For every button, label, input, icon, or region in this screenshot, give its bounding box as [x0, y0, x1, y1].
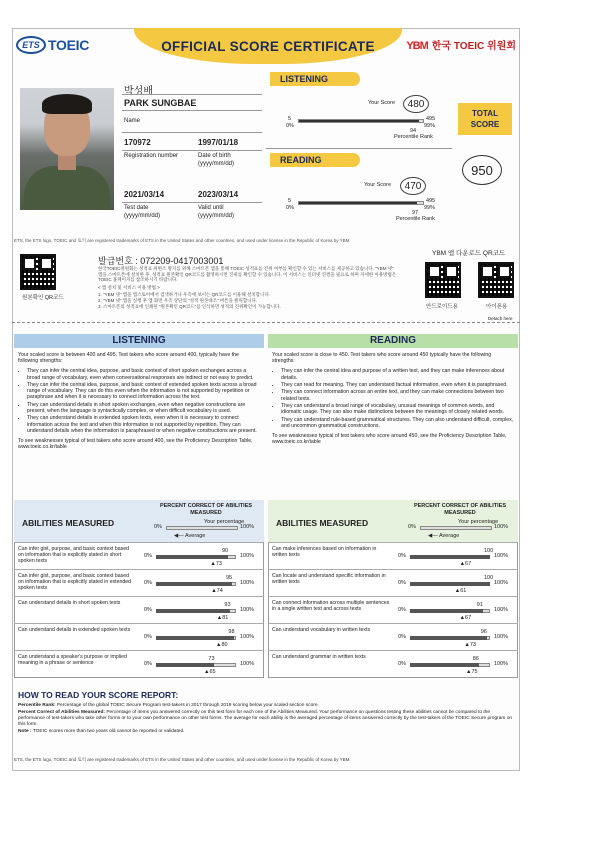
reading-legend-bar [420, 526, 492, 530]
reading-ability-text: Can locate and understand specific information in written texts [272, 573, 386, 586]
reading-ability-text: Can understand vocabulary in written texts [272, 627, 371, 633]
reading-row-zero: 0% [398, 553, 406, 559]
reading-pct-fill [410, 582, 490, 586]
listening-row-hundred: 100% [240, 607, 255, 613]
reading-strength: • They can understand rule-based grammatical structures. They can also understand difficult, complex, and uncommon grammatical constructions. [281, 417, 514, 429]
reading-your-score-label: Your Score [364, 182, 392, 188]
footer-trademark: ETS, the ETS logo, TOEIC and 토익 are registered trademarks of ETS in the United States and other countries, and used under license in the Republic of Korea by YBM. [14, 757, 351, 762]
reading-pct-value: 100 [484, 548, 494, 554]
verification-notice: 한국TOEIC위원회는 성적표 위변조 방지를 위해 스마트폰 앱을 통해 TOEIC 성적표를 진위 여부를 확인할 수 있는 서비스를 제공하고 있습니다. "YBM 넷" 앱을 스마트폰에 설치한 후, 성적표 원본확인 QR코드를 촬영하시면 진위를 확인할 수 있습니다. 이 서비스는 인터넷 연결을 필요로 하며 자세한 이용방법은 TOEIC 홈페이지를 참조하시기 바랍니다. [98, 266, 397, 282]
note-text: TOEIC scores more than two years old cannot be reported or validated. [32, 729, 185, 734]
date-of-birth: 1997/01/18 [198, 138, 239, 147]
percentile-explanation [18, 703, 518, 709]
reading-pct-value: 100 [484, 575, 494, 581]
listening-row-hundred: 100% [240, 634, 255, 640]
listening-pct-heading: PERCENT CORRECT OF ABILITIES MEASURED [159, 503, 253, 516]
listening-strength: • They can understand details in extended spoken texts, even when it is necessary to connect information across the text and when this information is not supported by repetition. They can understand details when the information is paraphrased or when negative constructions are present. [27, 415, 260, 434]
name-label: Name [124, 118, 141, 124]
registration-number: 170972 [124, 138, 151, 147]
listening-score-bar [298, 119, 424, 123]
listening-max-pct: 99% [424, 123, 436, 129]
reading-legend-average: ◀— Average [428, 533, 460, 539]
reading-description [272, 352, 514, 445]
dob-label: Date of birth (yyyy/mm/dd) [198, 153, 234, 167]
reading-avg-value: ▲61 [454, 588, 467, 594]
listening-row-hundred: 100% [240, 553, 255, 559]
reading-intro: Your scaled score is close to 450. Test takers who score around 450 typically have the following strengths: [272, 352, 492, 365]
listening-pct-value: 93 [224, 602, 231, 608]
percentile-text: Percentage of the global TOEIC Secure Program test-takers in 2017 through 2019 scoring below your scaled section score. [56, 703, 319, 708]
reading-row-zero: 0% [398, 607, 406, 613]
toeic-wordmark: TOEIC [48, 37, 90, 53]
reading-row-hundred: 100% [494, 553, 509, 559]
reading-band: READING [270, 153, 360, 167]
photo-uniform [24, 166, 110, 210]
listening-intro: Your scaled score is between 400 and 495. Test takers who score around 400, typically have the following strengths: [18, 352, 239, 365]
note-explanation [18, 729, 518, 735]
listening-ability-text: Can understand a speaker's purpose or implied meaning in a phrase or sentence [18, 654, 127, 667]
reading-score-bar [298, 201, 424, 205]
total-label-line1: TOTAL [472, 109, 498, 118]
ybm-logo [406, 37, 516, 52]
listening-row-zero: 0% [144, 607, 152, 613]
reading-percentile: 97 [412, 210, 419, 216]
listening-pct-fill [156, 555, 228, 559]
listening-pct-fill [156, 582, 232, 586]
title-banner [134, 28, 402, 64]
notice-step-1: 1. "YBM 넷" 앱을 앱스토어에서 검색하거나 우측에 보이는 QR코드를 이용해 설치합니다. [98, 292, 270, 297]
reading-pct-fill [410, 555, 490, 559]
certificate-header [12, 28, 520, 64]
listening-pct-value: 95 [226, 575, 233, 581]
reading-desc-title: READING [268, 334, 518, 348]
reading-strength: • They can infer the central idea and purpose of a written text, and they can make inferences about details. [281, 368, 514, 380]
divider [122, 150, 262, 151]
reading-ability-text: Can understand grammar in written texts [272, 654, 366, 660]
listening-outro: To see weaknesses typical of test takers who score around 400, see the Proficiency Description Table, www.toeic.co.kr/table [18, 438, 253, 451]
reading-max: 495 [426, 198, 436, 204]
percentile-label: Percentile Rank: [18, 703, 56, 708]
test-date: 2021/03/14 [124, 190, 165, 199]
listening-score: 480 [403, 95, 429, 113]
listening-avg-value: ▲73 [210, 561, 222, 567]
listening-strength: • They can understand details in short spoken exchanges, even when negative constructions are present, when the language is syntactically complex, or when difficult vocabulary is used. [27, 402, 260, 414]
iphone-qr-icon[interactable] [478, 262, 514, 298]
listening-min: 5 [288, 116, 292, 122]
reading-min-pct: 0% [286, 205, 294, 211]
reading-score: 470 [400, 177, 426, 195]
notice-heading: < 앱 설치 및 서비스 이용 방법 > [98, 285, 160, 290]
photo-hair [42, 94, 92, 114]
listening-avg-value: ▲74 [211, 588, 223, 594]
verify-qr-icon[interactable] [20, 254, 56, 290]
reading-avg-value: ▲67 [459, 561, 472, 567]
total-label-line2: SCORE [470, 120, 500, 129]
reading-outro: To see weaknesses typical of test takers who score around 450, see the Proficiency Description Table, www.toeic.co.kr/table [272, 432, 507, 446]
valid-until-label: Valid until (yyyy/mm/dd) [198, 205, 234, 219]
listening-your-score-label: Your Score [368, 100, 396, 106]
listening-row-hundred: 100% [240, 580, 255, 586]
reading-strength: • They can read for meaning. They can understand factual information, even when it is paraphrased. [281, 382, 514, 388]
notice-step-2: 2. "YBM 넷" 앱을 실행 후 앱 화면 우측 상단의 "성적 원본대조" 버튼을 클릭합니다. [98, 298, 258, 303]
reading-percentile-label: Percentile Rank [396, 216, 435, 222]
trademark-notice: ETS, the ETS logo, TOEIC and 토익 are registered trademarks of ETS in the United States and other countries, and used under license in the Republic of Korea by YBM [14, 238, 350, 243]
how-to-read-title: HOW TO READ YOUR SCORE REPORT: [18, 690, 179, 700]
detach-label: Detach here [488, 316, 513, 321]
iphone-qr-label: 아이폰용 [486, 304, 508, 310]
listening-legend-average: ◀— Average [174, 533, 206, 539]
reading-pct-fill [410, 663, 479, 667]
reading-row-hundred: 100% [494, 661, 509, 667]
registration-label: Registration number [124, 153, 179, 159]
reading-row-zero: 0% [398, 661, 406, 667]
total-score-label [458, 103, 512, 135]
reading-pct-value: 86 [472, 656, 479, 662]
page-title: OFFICIAL SCORE CERTIFICATE [161, 38, 375, 54]
notice-step-3: 3. 스마트폰의 성적표에 인쇄된 "원본확인 QR코드"를 인식하면 성적의 진위확인이 가능합니다. [98, 304, 281, 309]
listening-desc-title: LISTENING [14, 334, 264, 348]
divider [122, 110, 262, 111]
reading-pct-hundred: 100% [494, 524, 509, 530]
reading-row-zero: 0% [398, 634, 406, 640]
percent-correct-label: Percent Correct of Abilities Measured: [18, 710, 105, 715]
listening-min-pct: 0% [286, 123, 294, 129]
valid-until: 2023/03/14 [198, 190, 239, 199]
listening-max: 495 [426, 116, 436, 122]
verify-qr-label: 원본확인 QR코드 [22, 295, 64, 301]
reading-row-hundred: 100% [494, 607, 509, 613]
certificate-number-label: 발급번호 : [98, 256, 138, 266]
listening-description [18, 352, 260, 450]
listening-pct-zero: 0% [154, 524, 162, 530]
reading-max-pct: 99% [424, 205, 436, 211]
listening-ability-text: Can understand details in extended spoken texts [18, 627, 131, 633]
listening-avg-value: ▲65 [204, 669, 216, 675]
reading-ability-text: Can make inferences based on information in written texts [272, 546, 377, 559]
note-label: Note : [18, 729, 32, 734]
detach-line [12, 322, 520, 323]
reading-row-hundred: 100% [494, 580, 509, 586]
divider [122, 202, 262, 203]
candidate-photo [20, 88, 114, 210]
listening-percentile-label: Percentile Rank [394, 134, 433, 140]
reading-pct-value: 91 [476, 602, 483, 608]
listening-pct-value: 73 [208, 656, 215, 662]
listening-score-fill [299, 120, 419, 122]
percent-correct-text: Percentage of items you answered correctly on this test form for each one of the Abilities Measured. Your performance on questions testing these abilities cannot be compared to the performance of test-takers who take other forms or to your own performance on other test forms. The average for each ability is the averaged percentage of items answered correctly by the test-takers of the TOEIC Secure program on this form. [18, 710, 513, 727]
android-qr-label: 안드로이드용 [426, 304, 458, 310]
reading-score-fill [299, 202, 417, 204]
listening-pct-fill [156, 609, 230, 613]
reading-row-zero: 0% [398, 580, 406, 586]
listening-strength: • They can infer the central idea, purpose, and basic context of short spoken exchanges across a broad range of vocabulary, even when conversational responses are indirect or not easy to predict. [27, 368, 260, 380]
ybm-mark: YBM [406, 40, 428, 52]
listening-pct-fill [156, 663, 214, 667]
listening-ability-text: Can infer gist, purpose, and basic context based on information that is explicitly stated in extended spoken texts [18, 573, 132, 592]
reading-avg-value: ▲67 [459, 615, 472, 621]
listening-abilities-heading: ABILITIES MEASURED [22, 518, 115, 528]
listening-row-hundred: 100% [240, 661, 255, 667]
ets-toeic-logo [16, 36, 89, 54]
listening-band: LISTENING [270, 72, 360, 86]
reading-avg-value: ▲73 [464, 642, 476, 648]
listening-avg-value: ▲80 [216, 642, 228, 648]
listening-legend-bar [166, 526, 238, 530]
listening-row-zero: 0% [144, 634, 152, 640]
test-date-label: Test date (yyyy/mm/dd) [124, 205, 160, 219]
reading-strength: • They can connect information across an entire text, and they can make connections between two related texts. [281, 389, 514, 401]
name-korean: 박성배 [124, 86, 153, 97]
ets-logo-icon: ETS [16, 36, 46, 54]
percent-correct-explanation [18, 710, 518, 728]
listening-percentile: 94 [410, 128, 417, 134]
reading-pct-value: 96 [480, 629, 487, 635]
listening-pct-value: 90 [222, 548, 229, 554]
listening-strength: • They can infer the central idea, purpose, and basic context of extended spoken texts across a broad range of vocabulary. They can do this even when the information is not supported by repetition or paraphrase and when it is necessary to connect information across the text. [27, 382, 260, 401]
how-to-read-section [18, 690, 518, 736]
divider [266, 148, 452, 149]
app-qr-title: YBM 앱 다운로드 QR코드 [432, 250, 506, 257]
reading-pct-fill [410, 609, 483, 613]
reading-row-hundred: 100% [494, 634, 509, 640]
name-english: PARK SUNGBAE [124, 98, 197, 108]
reading-pct-heading: PERCENT CORRECT OF ABILITIES MEASURED [413, 503, 507, 516]
listening-legend-yours: Your percentage [204, 519, 245, 525]
listening-ability-text: Can understand details in short spoken texts [18, 600, 121, 606]
divider [122, 94, 262, 95]
listening-pct-hundred: 100% [240, 524, 255, 530]
certificate-number-value: 072209-0417003001 [140, 256, 224, 266]
divider [122, 132, 262, 133]
reading-pct-fill [410, 636, 487, 640]
android-qr-icon[interactable] [425, 262, 461, 298]
reading-ability-text: Can connect information across multiple sentences in a single written text and across texts [272, 600, 390, 613]
reading-min: 5 [288, 198, 292, 204]
total-score: 950 [462, 155, 502, 185]
reading-avg-value: ▲75 [466, 669, 478, 675]
listening-row-zero: 0% [144, 580, 152, 586]
listening-avg-value: ▲81 [216, 615, 229, 621]
listening-pct-value: 98 [228, 629, 235, 635]
reading-pct-zero: 0% [408, 524, 416, 530]
listening-row-zero: 0% [144, 661, 152, 667]
listening-ability-text: Can infer gist, purpose, and basic context based on information that is explicitly stated in short spoken texts [18, 546, 130, 565]
listening-row-zero: 0% [144, 553, 152, 559]
ybm-text: 한국 TOEIC 위원회 [431, 41, 516, 52]
reading-abilities-heading: ABILITIES MEASURED [276, 518, 369, 528]
reading-strength: • They can understand a broad range of vocabulary, unusual meanings of common words, and idiomatic usage. They can also make distinctions between the meanings of closely related words. [281, 403, 514, 415]
listening-pct-fill [156, 636, 234, 640]
reading-legend-yours: Your percentage [458, 519, 499, 525]
